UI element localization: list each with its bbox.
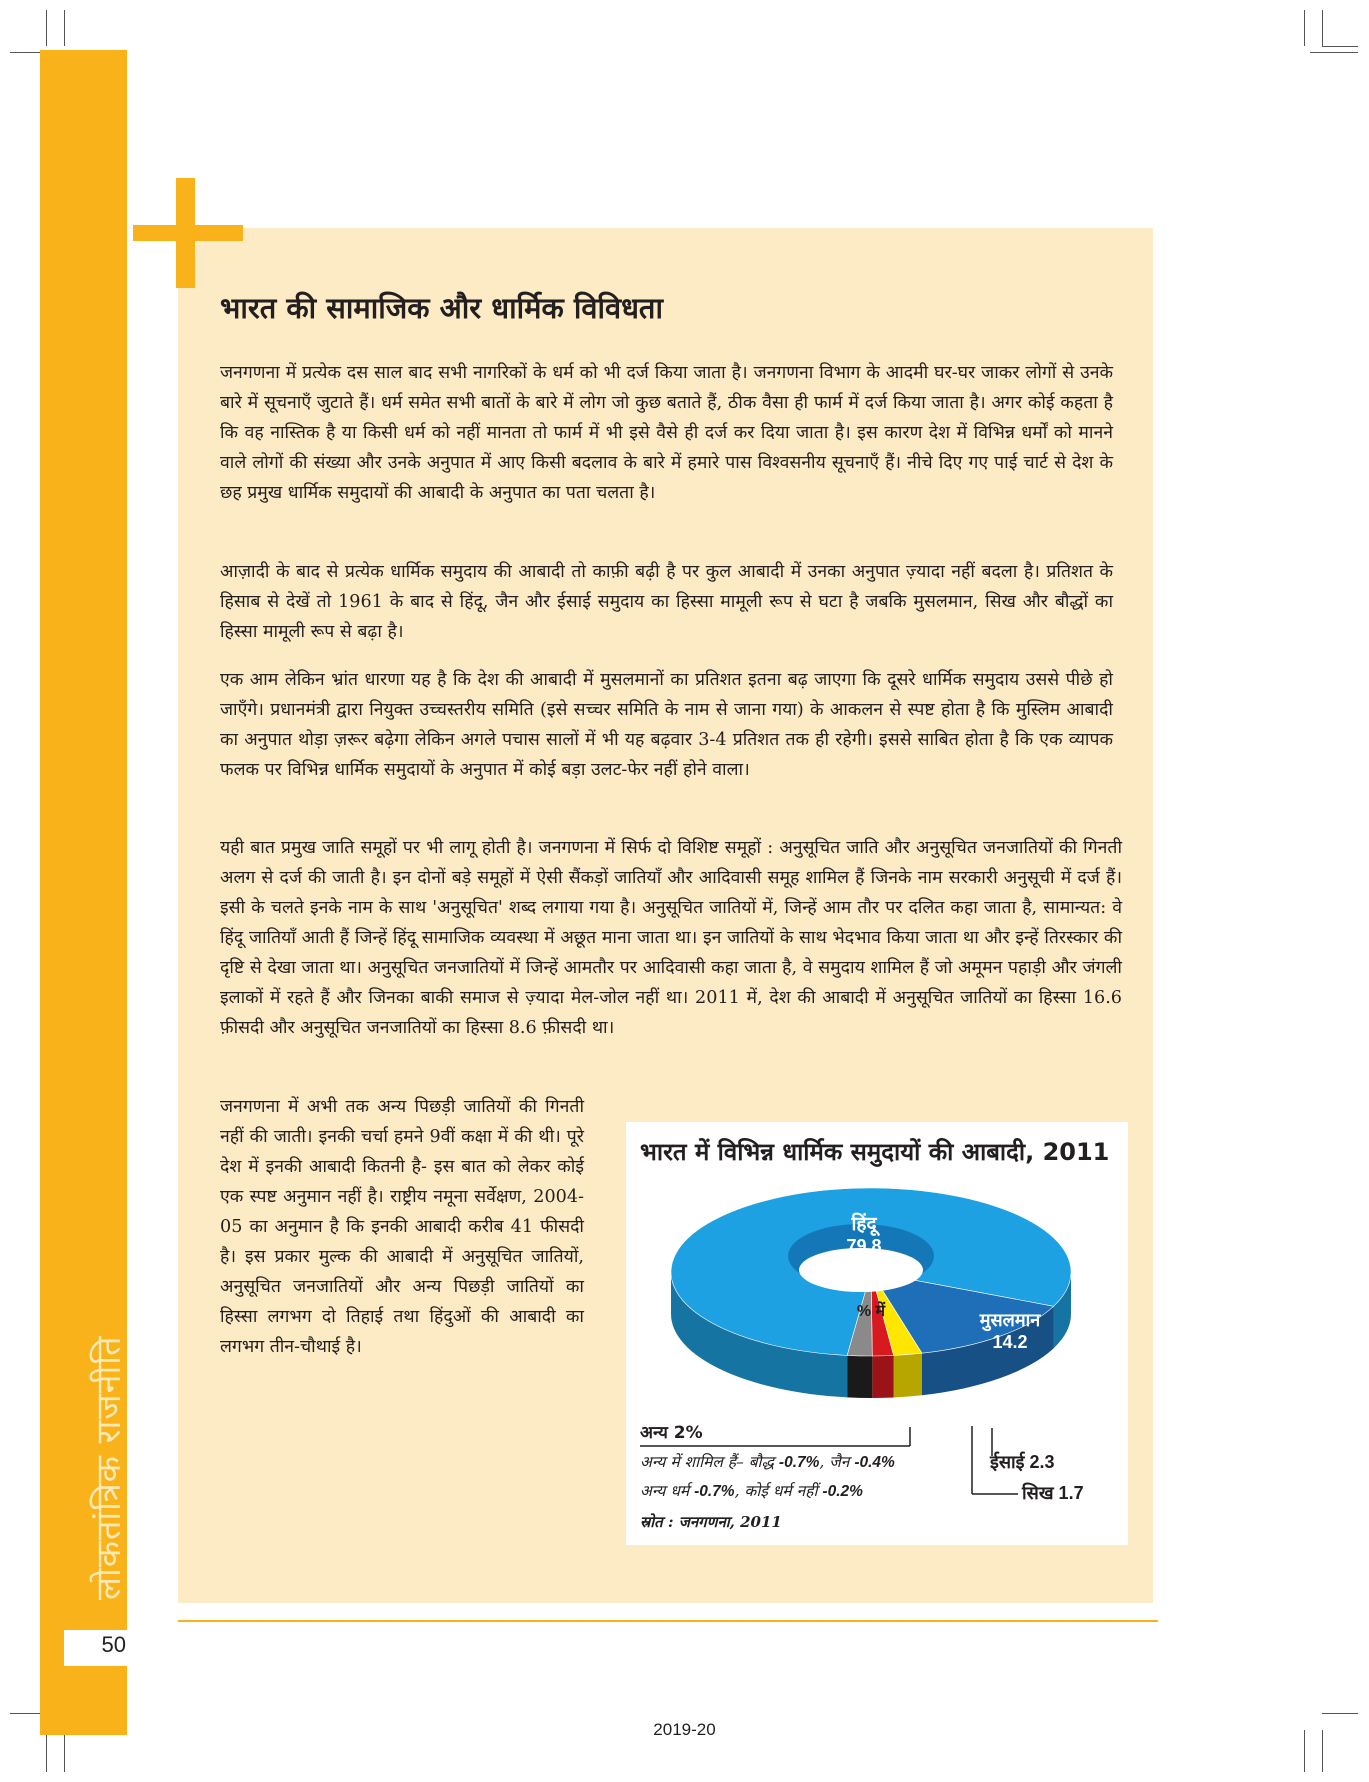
christian-label: ईसाई 2.3	[990, 1452, 1055, 1472]
pie-wall-3	[872, 1355, 893, 1398]
other-label: अन्य 2%	[640, 1423, 703, 1443]
crop-mark	[1322, 1713, 1358, 1714]
religion-pie-chart	[626, 1122, 1128, 1545]
hindu-value: 79.8	[846, 1236, 882, 1256]
edition-year: 2019-20	[653, 1720, 716, 1739]
paragraph-1: जनगणना में प्रत्येक दस साल बाद सभी नागरिकों के धर्म को भी दर्ज किया जाता है। जनगणना विभाग के आदमी घर-घर जाकर लोगों से उनके बारे में सूचनाएँ जुटाते हैं। धर्म समेत सभी बातों के बारे में लोग जो कुछ बताते हैं, ठीक वैसा ही फार्म में दर्ज किया जाता है। अगर कोई कहता है कि वह नास्तिक है या किसी धर्म को नहीं मानता तो फार्म में भी इसे वैसे ही दर्ज कर दिया जाता है। इस कारण देश में विभिन्न धर्मों को मानने वाले लोगों की संख्या और उनके अनुपात में आए किसी बदलाव के बारे में हमारे पास विश्वसनीय सूचनाएँ हैं। नीचे दिए गए पाई चार्ट से देश के छह प्रमुख धार्मिक समुदायों की आबादी के अनुपात का पता चलता है।	[220, 363, 1113, 503]
pie-wall-4	[847, 1355, 872, 1398]
chart-title: भारत में विभिन्न धार्मिक समुदायों की आबादी, 2011	[640, 1138, 1110, 1166]
crop-mark	[1310, 52, 1358, 53]
crop-mark	[1322, 10, 1323, 46]
crop-mark	[64, 10, 65, 46]
hindu-label: हिंदू	[851, 1214, 877, 1235]
muslim-label: मुसलमान	[979, 1310, 1041, 1330]
book-section-title: लोकतांत्रिक राजनीति	[89, 1335, 129, 1600]
paragraph-4: यही बात प्रमुख जाति समूहों पर भी लागू होती है। जनगणना में सिर्फ दो विशिष्ट समूहों : अनुसूचित जाति और अनुसूचित जनजातियों की गिनती अलग से दर्ज की जाती है। इन दोनों बड़े समूहों में ऐसी सैंकड़ों जातियाँ और आदिवासी समूह शामिल हैं जिनके नाम सरकारी अनुसूची में दर्ज हैं। इसी के चलते इनके नाम के साथ 'अनुसूचित' शब्द लगाया गया है। अनुसूचित जातियों में, जिन्हें आम तौर पर दलित कहा जाता है, सामान्यत: वे हिंदू जातियाँ आती हैं जिन्हें हिंदू सामाजिक व्यवस्था में अछूत माना जाता था। इन जातियों के साथ भेदभाव किया जाता था और इन्हें तिरस्कार की दृष्टि से देखा जाता था। अनुसूचित जनजातियों में जिन्हें आमतौर पर आदिवासी कहा जाता है, वे समुदाय शामिल हैं जो अमूमन पहाड़ी और जंगली इलाकों में रहते हैं और जिनका बाकी समाज से ज़्यादा मेल-जोल नहीं था। 2011 में, देश की आबादी में अनुसूचित जातियों का हिस्सा 16.6 फ़ीसदी और अनुसूचित जनजातियों का हिस्सा 8.6 फ़ीसदी था।	[220, 838, 1122, 1038]
crop-mark	[1322, 46, 1358, 47]
page-number: 50	[101, 1632, 126, 1657]
paragraph-3: एक आम लेकिन भ्रांत धारणा यह है कि देश की आबादी में मुसलमानों का प्रतिशत इतना बढ़ जाएगा कि दूसरे धार्मिक समुदाय उससे पीछे हो जाएँगे। प्रधानमंत्री द्वारा नियुक्त उच्चस्तरीय समिति (इसे सच्चर समिति के नाम से जाना गया) के आकलन से स्पष्ट होता है कि मुस्लिम आबादी का अनुपात थोड़ा ज़रूर बढ़ेगा लेकिन अगले पचास सालों में भी यह बढ़वार 3-4 प्रतिशत तक ही रहेगी। इससे साबित होता है कि एक व्यापक फलक पर विभिन्न धार्मिक समुदायों के अनुपात में कोई बड़ा उलट-फेर नहीं होने वाला।	[220, 670, 1113, 780]
section-heading: भारत की सामाजिक और धार्मिक विविधता	[220, 291, 663, 325]
crop-mark	[46, 10, 47, 46]
chart-source: स्रोत : जनगणना, 2011	[640, 1513, 782, 1531]
crop-mark	[1304, 10, 1305, 46]
bottom-rule	[178, 1620, 1158, 1622]
unit-label: % में	[856, 1303, 886, 1320]
paragraph-5: जनगणना में अभी तक अन्य पिछड़ी जातियों की गिनती नहीं की जाती। इनकी चर्चा हमने 9वीं कक्षा में की थी। पूरे देश में इनकी आबादी कितनी है- इस बात को लेकर कोई एक स्पष्ट अनुमान नहीं है। राष्ट्रीय नमूना सर्वेक्षण, 2004-05 का अनुमान है कि इनकी आबादी करीब 41 फीसदी है। इस प्रकार मुल्क की आबादी में अनुसूचित जातियों, अनुसूचित जनजातियों और अन्य पिछड़ी जातियों का हिस्सा लगभग दो तिहाई तथा हिंदुओं की आबादी का लगभग तीन-चौथाई है।	[220, 1097, 584, 1357]
pie-wall-2	[894, 1353, 922, 1397]
other-note-line-1: अन्य में शामिल हैं– बौद्ध -0.7%, जैन -0.4%	[640, 1453, 895, 1471]
sikh-label: सिख 1.7	[1022, 1483, 1084, 1503]
other-note-line-2: अन्य धर्म -0.7%, कोई धर्म नहीं -0.2%	[640, 1482, 863, 1500]
plus-decoration-horizontal	[133, 225, 243, 241]
paragraph-2: आज़ादी के बाद से प्रत्येक धार्मिक समुदाय की आबादी तो काफ़ी बढ़ी है पर कुल आबादी में उनका अनुपात ज़्यादा नहीं बदला है। प्रतिशत के हिसाब से देखें तो 1961 के बाद से हिंदू, जैन और ईसाई समुदाय का हिस्सा मामूली रूप से घटा है जबकि मुसलमान, सिख और बौद्धों का हिस्सा मामूली रूप से बढ़ा है।	[220, 562, 1113, 642]
muslim-value: 14.2	[992, 1332, 1028, 1352]
